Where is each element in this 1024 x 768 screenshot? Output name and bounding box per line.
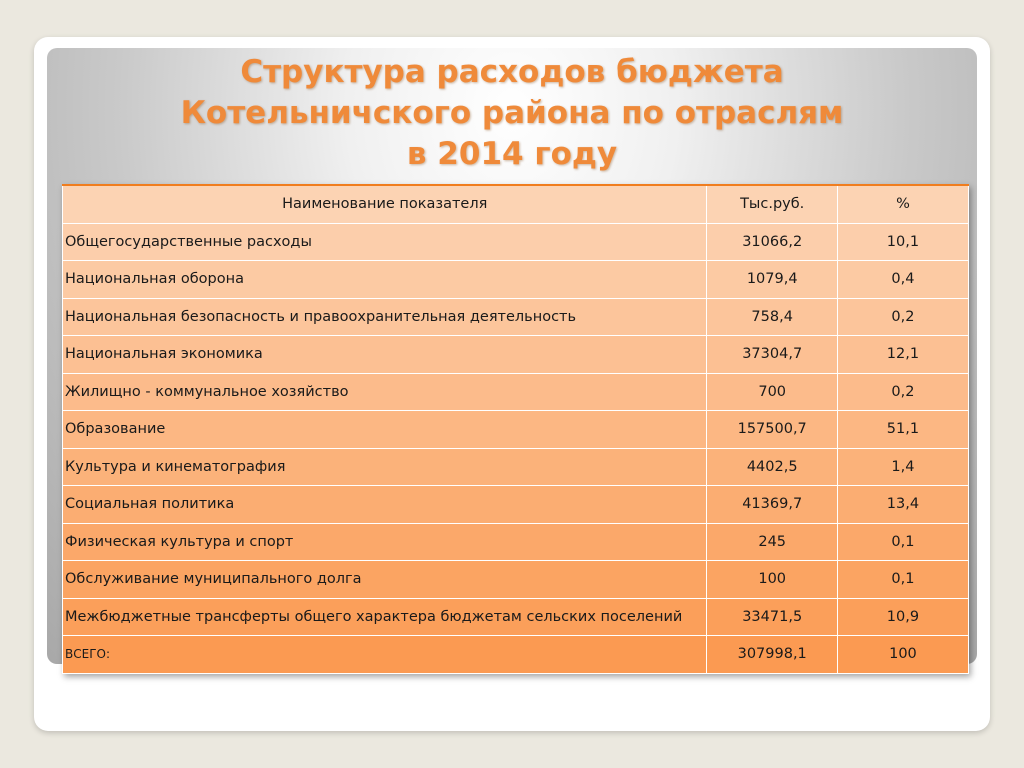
row-pct: 0,4 bbox=[837, 261, 968, 299]
table-row bbox=[63, 336, 969, 374]
row-name: Социальная политика bbox=[63, 486, 707, 524]
table-row bbox=[63, 561, 969, 599]
title-line-3: в 2014 году bbox=[406, 136, 618, 172]
table-row bbox=[63, 486, 969, 524]
table-row bbox=[63, 261, 969, 299]
total-rub: 307998,1 bbox=[707, 636, 837, 674]
row-pct: 10,9 bbox=[837, 598, 968, 636]
row-name: Общегосударственные расходы bbox=[63, 223, 707, 261]
table-row bbox=[63, 411, 969, 449]
table-row bbox=[63, 373, 969, 411]
row-name: Национальная безопасность и правоохранительная деятельность bbox=[63, 298, 707, 336]
row-rub: 157500,7 bbox=[707, 411, 837, 449]
header-name: Наименование показателя bbox=[63, 185, 707, 223]
header-pct: % bbox=[837, 185, 968, 223]
table-row bbox=[63, 598, 969, 636]
row-rub: 4402,5 bbox=[707, 448, 837, 486]
title-line-2: Котельничского района по отраслям bbox=[180, 95, 844, 131]
row-pct: 0,2 bbox=[837, 298, 968, 336]
row-rub: 700 bbox=[707, 373, 837, 411]
row-name: Национальная оборона bbox=[63, 261, 707, 299]
row-pct: 1,4 bbox=[837, 448, 968, 486]
row-pct: 10,1 bbox=[837, 223, 968, 261]
row-rub: 100 bbox=[707, 561, 837, 599]
header-rub: Тыс.руб. bbox=[707, 185, 837, 223]
slide-title bbox=[47, 52, 977, 175]
title-line-1: Структура расходов бюджета bbox=[240, 54, 784, 90]
table-row bbox=[63, 298, 969, 336]
table-total-row bbox=[63, 636, 969, 674]
table-row bbox=[63, 223, 969, 261]
table-row bbox=[63, 523, 969, 561]
row-name: Жилищно - коммунальное хозяйство bbox=[63, 373, 707, 411]
row-rub: 37304,7 bbox=[707, 336, 837, 374]
table-header-row bbox=[63, 185, 969, 223]
row-rub: 41369,7 bbox=[707, 486, 837, 524]
total-label: ВСЕГО: bbox=[63, 636, 707, 674]
row-name: Физическая культура и спорт bbox=[63, 523, 707, 561]
table-row bbox=[63, 448, 969, 486]
row-rub: 245 bbox=[707, 523, 837, 561]
row-rub: 758,4 bbox=[707, 298, 837, 336]
row-name: Обслуживание муниципального долга bbox=[63, 561, 707, 599]
row-pct: 0,1 bbox=[837, 561, 968, 599]
row-pct: 0,2 bbox=[837, 373, 968, 411]
row-name: Национальная экономика bbox=[63, 336, 707, 374]
row-pct: 51,1 bbox=[837, 411, 968, 449]
row-name: Образование bbox=[63, 411, 707, 449]
row-rub: 1079,4 bbox=[707, 261, 837, 299]
row-rub: 31066,2 bbox=[707, 223, 837, 261]
row-pct: 0,1 bbox=[837, 523, 968, 561]
total-pct: 100 bbox=[837, 636, 968, 674]
row-name: Культура и кинематография bbox=[63, 448, 707, 486]
row-name: Межбюджетные трансферты общего характера бюджетам сельских поселений bbox=[63, 598, 707, 636]
row-pct: 12,1 bbox=[837, 336, 968, 374]
row-rub: 33471,5 bbox=[707, 598, 837, 636]
row-pct: 13,4 bbox=[837, 486, 968, 524]
budget-table bbox=[62, 184, 969, 674]
